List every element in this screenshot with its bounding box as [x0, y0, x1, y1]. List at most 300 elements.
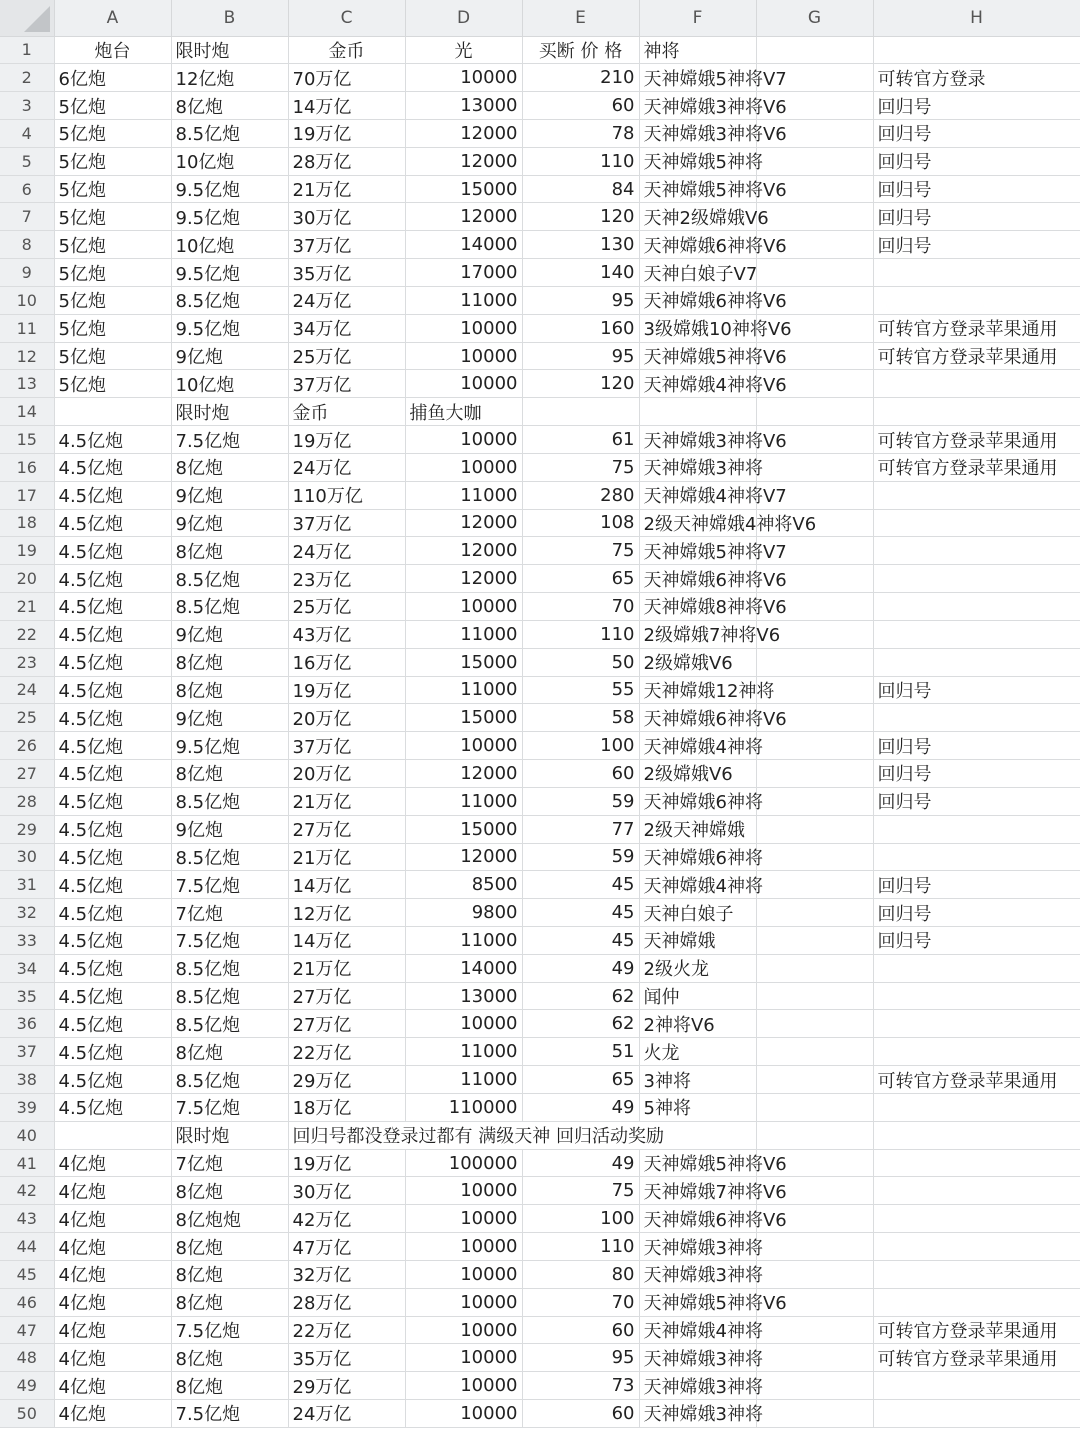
row-header[interactable]: 48	[0, 1344, 54, 1372]
cell[interactable]: 280	[522, 481, 639, 509]
cell[interactable]: 可转官方登录苹果通用	[873, 1066, 1080, 1094]
cell[interactable]: 天神嫦娥3神将	[639, 1233, 756, 1261]
cell[interactable]: 130	[522, 231, 639, 259]
cell[interactable]: 29万亿	[288, 1372, 405, 1400]
cell[interactable]	[756, 1372, 873, 1400]
cell[interactable]: 10000	[405, 593, 522, 621]
row-header[interactable]: 41	[0, 1149, 54, 1177]
cell[interactable]: 10000	[405, 1288, 522, 1316]
cell[interactable]: 4亿炮	[54, 1288, 171, 1316]
row-header[interactable]: 12	[0, 342, 54, 370]
cell[interactable]: 25万亿	[288, 593, 405, 621]
row-header[interactable]: 50	[0, 1400, 54, 1428]
cell[interactable]: 8.5亿炮	[171, 982, 288, 1010]
cell[interactable]	[873, 259, 1080, 287]
cell[interactable]	[873, 982, 1080, 1010]
cell[interactable]: 4亿炮	[54, 1177, 171, 1205]
cell[interactable]	[873, 36, 1080, 64]
cell[interactable]: 8亿炮	[171, 1233, 288, 1261]
row-header[interactable]: 4	[0, 119, 54, 147]
column-header-g[interactable]: G	[756, 0, 873, 36]
cell[interactable]: 110	[522, 147, 639, 175]
cell[interactable]	[873, 1038, 1080, 1066]
cell[interactable]: 65	[522, 565, 639, 593]
cell[interactable]: 5亿炮	[54, 147, 171, 175]
cell[interactable]	[873, 954, 1080, 982]
cell[interactable]	[873, 1372, 1080, 1400]
cell[interactable]: 9亿炮	[171, 481, 288, 509]
cell[interactable]: 天神嫦娥12神将	[639, 676, 756, 704]
cell[interactable]: 回归号	[873, 787, 1080, 815]
cell[interactable]: 天神嫦娥4神将	[639, 871, 756, 899]
cell[interactable]: 8亿炮	[171, 453, 288, 481]
cell[interactable]	[522, 398, 639, 426]
cell[interactable]: 9800	[405, 899, 522, 927]
cell[interactable]: 天神嫦娥6神将	[639, 787, 756, 815]
cell[interactable]: 8.5亿炮	[171, 286, 288, 314]
cell[interactable]: 27万亿	[288, 982, 405, 1010]
cell[interactable]: 4.5亿炮	[54, 843, 171, 871]
cell[interactable]: 天神嫦娥5神将	[639, 147, 756, 175]
cell[interactable]: 4.5亿炮	[54, 537, 171, 565]
cell[interactable]: 限时炮	[171, 1121, 288, 1149]
cell[interactable]: 4亿炮	[54, 1316, 171, 1344]
cell[interactable]: 天神嫦娥3神将V6	[639, 119, 756, 147]
cell[interactable]	[756, 732, 873, 760]
cell[interactable]	[873, 1010, 1080, 1038]
cell[interactable]: 2级嫦娥7神将V6	[639, 620, 756, 648]
row-header[interactable]: 21	[0, 593, 54, 621]
cell[interactable]: 天神嫦娥3神将	[639, 1344, 756, 1372]
cell[interactable]: 45	[522, 927, 639, 955]
cell[interactable]: 4亿炮	[54, 1344, 171, 1372]
row-header[interactable]: 49	[0, 1372, 54, 1400]
cell[interactable]	[873, 537, 1080, 565]
cell[interactable]: 110000	[405, 1093, 522, 1121]
cell[interactable]	[756, 760, 873, 788]
row-header[interactable]: 37	[0, 1038, 54, 1066]
cell[interactable]	[873, 704, 1080, 732]
row-header[interactable]: 15	[0, 426, 54, 454]
cell[interactable]: 59	[522, 787, 639, 815]
cell[interactable]	[756, 954, 873, 982]
cell[interactable]	[756, 648, 873, 676]
cell[interactable]: 4.5亿炮	[54, 509, 171, 537]
cell[interactable]: 9.5亿炮	[171, 175, 288, 203]
cell[interactable]: 21万亿	[288, 175, 405, 203]
cell[interactable]	[756, 259, 873, 287]
cell[interactable]	[756, 1066, 873, 1094]
row-header[interactable]: 44	[0, 1233, 54, 1261]
cell[interactable]: 天神嫦娥3神将V6	[639, 426, 756, 454]
cell[interactable]: 11000	[405, 927, 522, 955]
cell[interactable]	[873, 1121, 1080, 1149]
cell[interactable]: 4.5亿炮	[54, 815, 171, 843]
cell[interactable]: 5亿炮	[54, 203, 171, 231]
column-header-c[interactable]: C	[288, 0, 405, 36]
cell[interactable]: 可转官方登录	[873, 64, 1080, 92]
cell[interactable]	[756, 927, 873, 955]
cell[interactable]: 45	[522, 899, 639, 927]
cell[interactable]: 天神嫦娥5神将V6	[639, 175, 756, 203]
cell[interactable]: 55	[522, 676, 639, 704]
cell[interactable]: 20万亿	[288, 760, 405, 788]
cell[interactable]: 回归号	[873, 231, 1080, 259]
cell[interactable]: 8亿炮	[171, 760, 288, 788]
cell[interactable]: 27万亿	[288, 815, 405, 843]
row-header[interactable]: 24	[0, 676, 54, 704]
cell[interactable]: 可转官方登录苹果通用	[873, 342, 1080, 370]
cell[interactable]: 天神嫦娥6神将V6	[639, 286, 756, 314]
cell[interactable]: 35万亿	[288, 1344, 405, 1372]
cell[interactable]: 4.5亿炮	[54, 1093, 171, 1121]
cell[interactable]: 4.5亿炮	[54, 620, 171, 648]
cell[interactable]: 58	[522, 704, 639, 732]
cell[interactable]: 9亿炮	[171, 342, 288, 370]
cell[interactable]: 100000	[405, 1149, 522, 1177]
cell[interactable]: 75	[522, 453, 639, 481]
cell[interactable]: 47万亿	[288, 1233, 405, 1261]
cell[interactable]: 4亿炮	[54, 1372, 171, 1400]
cell[interactable]: 32万亿	[288, 1260, 405, 1288]
cell[interactable]: 108	[522, 509, 639, 537]
cell[interactable]: 天神嫦娥7神将V6	[639, 1177, 756, 1205]
cell[interactable]: 8亿炮	[171, 1177, 288, 1205]
cell[interactable]: 8.5亿炮	[171, 843, 288, 871]
cell[interactable]: 天神嫦娥6神将V6	[639, 1205, 756, 1233]
cell[interactable]: 9.5亿炮	[171, 203, 288, 231]
cell[interactable]: 10000	[405, 1372, 522, 1400]
cell[interactable]: 7.5亿炮	[171, 1093, 288, 1121]
cell[interactable]: 10000	[405, 1233, 522, 1261]
row-header[interactable]: 33	[0, 927, 54, 955]
cell[interactable]: 12000	[405, 203, 522, 231]
cell[interactable]: 24万亿	[288, 286, 405, 314]
cell[interactable]: 10亿炮	[171, 231, 288, 259]
row-header[interactable]: 35	[0, 982, 54, 1010]
cell[interactable]: 7亿炮	[171, 899, 288, 927]
cell[interactable]: 19万亿	[288, 119, 405, 147]
cell[interactable]: 45	[522, 871, 639, 899]
cell[interactable]: 10000	[405, 314, 522, 342]
cell[interactable]: 8500	[405, 871, 522, 899]
cell[interactable]: 4.5亿炮	[54, 871, 171, 899]
cell[interactable]: 光	[405, 36, 522, 64]
cell[interactable]: 5亿炮	[54, 370, 171, 398]
cell[interactable]: 金币	[288, 398, 405, 426]
row-header[interactable]: 3	[0, 92, 54, 120]
cell[interactable]: 炮台	[54, 36, 171, 64]
cell[interactable]	[873, 370, 1080, 398]
row-header[interactable]: 7	[0, 203, 54, 231]
row-header[interactable]: 31	[0, 871, 54, 899]
cell[interactable]: 110万亿	[288, 481, 405, 509]
row-header[interactable]: 47	[0, 1316, 54, 1344]
cell[interactable]: 100	[522, 1205, 639, 1233]
cell[interactable]: 2级天神嫦娥4神将V6	[639, 509, 756, 537]
cell[interactable]: 天神白娘子V7	[639, 259, 756, 287]
cell[interactable]: 22万亿	[288, 1316, 405, 1344]
row-header[interactable]: 13	[0, 370, 54, 398]
cell[interactable]: 9亿炮	[171, 620, 288, 648]
row-header[interactable]: 46	[0, 1288, 54, 1316]
cell[interactable]: 9.5亿炮	[171, 732, 288, 760]
cell[interactable]: 5亿炮	[54, 119, 171, 147]
cell[interactable]: 21万亿	[288, 787, 405, 815]
cell[interactable]: 回归号	[873, 732, 1080, 760]
cell[interactable]: 11000	[405, 787, 522, 815]
cell[interactable]: 9亿炮	[171, 509, 288, 537]
cell[interactable]: 12亿炮	[171, 64, 288, 92]
cell[interactable]: 12000	[405, 843, 522, 871]
cell[interactable]: 4.5亿炮	[54, 593, 171, 621]
cell[interactable]: 8.5亿炮	[171, 593, 288, 621]
row-header[interactable]: 29	[0, 815, 54, 843]
cell[interactable]: 4.5亿炮	[54, 1038, 171, 1066]
cell[interactable]: 闻仲	[639, 982, 756, 1010]
cell[interactable]: 天神嫦娥5神将V6	[639, 1149, 756, 1177]
cell[interactable]: 12000	[405, 119, 522, 147]
cell[interactable]: 10000	[405, 1316, 522, 1344]
cell[interactable]: 4.5亿炮	[54, 899, 171, 927]
cell[interactable]: 20万亿	[288, 704, 405, 732]
cell[interactable]: 天神嫦娥4神将	[639, 732, 756, 760]
cell[interactable]	[873, 843, 1080, 871]
cell[interactable]: 4.5亿炮	[54, 704, 171, 732]
cell[interactable]: 42万亿	[288, 1205, 405, 1233]
cell[interactable]: 21万亿	[288, 843, 405, 871]
row-header[interactable]: 1	[0, 36, 54, 64]
row-header[interactable]: 27	[0, 760, 54, 788]
cell[interactable]: 5亿炮	[54, 92, 171, 120]
cell[interactable]: 买断 价 格	[522, 36, 639, 64]
cell[interactable]: 30万亿	[288, 203, 405, 231]
cell[interactable]: 4.5亿炮	[54, 565, 171, 593]
row-header[interactable]: 14	[0, 398, 54, 426]
cell[interactable]: 4.5亿炮	[54, 1066, 171, 1094]
cell[interactable]: 10000	[405, 1177, 522, 1205]
cell[interactable]: 62	[522, 1010, 639, 1038]
cell[interactable]: 210	[522, 64, 639, 92]
cell[interactable]: 8.5亿炮	[171, 1066, 288, 1094]
cell[interactable]: 4.5亿炮	[54, 676, 171, 704]
cell[interactable]: 10000	[405, 342, 522, 370]
row-header[interactable]: 5	[0, 147, 54, 175]
cell[interactable]: 14万亿	[288, 927, 405, 955]
row-header[interactable]: 11	[0, 314, 54, 342]
cell[interactable]: 37万亿	[288, 509, 405, 537]
cell[interactable]: 70	[522, 1288, 639, 1316]
cell[interactable]: 13000	[405, 982, 522, 1010]
column-header-d[interactable]: D	[405, 0, 522, 36]
column-header-h[interactable]: H	[873, 0, 1080, 36]
cell[interactable]: 5亿炮	[54, 175, 171, 203]
cell[interactable]: 8亿炮	[171, 92, 288, 120]
cell[interactable]	[873, 1288, 1080, 1316]
cell[interactable]	[873, 565, 1080, 593]
cell[interactable]: 75	[522, 1177, 639, 1205]
cell[interactable]	[756, 147, 873, 175]
cell[interactable]: 10000	[405, 64, 522, 92]
cell[interactable]: 11000	[405, 1038, 522, 1066]
cell[interactable]: 回归号	[873, 760, 1080, 788]
cell[interactable]: 23万亿	[288, 565, 405, 593]
cell[interactable]: 10000	[405, 1010, 522, 1038]
cell[interactable]	[756, 871, 873, 899]
cell[interactable]: 4.5亿炮	[54, 760, 171, 788]
cell[interactable]: 4亿炮	[54, 1205, 171, 1233]
cell[interactable]: 天神嫦娥3神将V6	[639, 92, 756, 120]
cell[interactable]	[756, 1344, 873, 1372]
cell[interactable]: 12000	[405, 565, 522, 593]
cell[interactable]: 12000	[405, 760, 522, 788]
row-header[interactable]: 36	[0, 1010, 54, 1038]
cell[interactable]: 15000	[405, 704, 522, 732]
cell[interactable]	[756, 1260, 873, 1288]
cell[interactable]: 回归号都没登录过都有 满级天神 回归活动奖励	[288, 1121, 756, 1149]
cell[interactable]: 43万亿	[288, 620, 405, 648]
cell[interactable]: 5亿炮	[54, 259, 171, 287]
row-header[interactable]: 22	[0, 620, 54, 648]
cell[interactable]: 回归号	[873, 175, 1080, 203]
cell[interactable]	[873, 1149, 1080, 1177]
cell[interactable]: 天神嫦娥4神将V6	[639, 370, 756, 398]
cell[interactable]	[756, 843, 873, 871]
row-header[interactable]: 43	[0, 1205, 54, 1233]
cell[interactable]: 37万亿	[288, 370, 405, 398]
cell[interactable]: 9亿炮	[171, 704, 288, 732]
cell[interactable]: 3级嫦娥10神将V6	[639, 314, 756, 342]
row-header[interactable]: 45	[0, 1260, 54, 1288]
cell[interactable]: 4.5亿炮	[54, 927, 171, 955]
cell[interactable]: 天神嫦娥	[639, 927, 756, 955]
cell[interactable]: 4.5亿炮	[54, 426, 171, 454]
cell[interactable]: 7.5亿炮	[171, 927, 288, 955]
cell[interactable]: 天神2级嫦娥V6	[639, 203, 756, 231]
cell[interactable]: 天神嫦娥6神将	[639, 843, 756, 871]
cell[interactable]	[756, 815, 873, 843]
cell[interactable]: 12000	[405, 537, 522, 565]
cell[interactable]: 60	[522, 760, 639, 788]
cell[interactable]	[873, 1260, 1080, 1288]
cell[interactable]: 8.5亿炮	[171, 565, 288, 593]
cell[interactable]: 14000	[405, 954, 522, 982]
row-header[interactable]: 30	[0, 843, 54, 871]
cell[interactable]: 4亿炮	[54, 1260, 171, 1288]
cell[interactable]: 19万亿	[288, 1149, 405, 1177]
cell[interactable]: 8亿炮炮	[171, 1205, 288, 1233]
cell[interactable]: 7.5亿炮	[171, 1316, 288, 1344]
row-header[interactable]: 26	[0, 732, 54, 760]
cell[interactable]: 天神嫦娥3神将	[639, 1400, 756, 1428]
cell[interactable]: 天神嫦娥8神将V6	[639, 593, 756, 621]
cell[interactable]: 天神嫦娥6神将V6	[639, 565, 756, 593]
cell[interactable]: 天神嫦娥4神将V7	[639, 481, 756, 509]
cell[interactable]	[873, 1177, 1080, 1205]
cell[interactable]: 15000	[405, 815, 522, 843]
cell[interactable]: 捕鱼大咖	[405, 398, 522, 426]
row-header[interactable]: 23	[0, 648, 54, 676]
cell[interactable]: 15000	[405, 175, 522, 203]
cell[interactable]: 7.5亿炮	[171, 426, 288, 454]
cell[interactable]	[54, 1121, 171, 1149]
cell[interactable]: 8亿炮	[171, 676, 288, 704]
cell[interactable]: 27万亿	[288, 1010, 405, 1038]
cell[interactable]: 2级天神嫦娥	[639, 815, 756, 843]
cell[interactable]: 天神嫦娥3神将	[639, 1372, 756, 1400]
cell[interactable]: 10000	[405, 426, 522, 454]
row-header[interactable]: 32	[0, 899, 54, 927]
cell[interactable]: 可转官方登录苹果通用	[873, 453, 1080, 481]
cell[interactable]: 12000	[405, 147, 522, 175]
cell[interactable]: 75	[522, 537, 639, 565]
cell[interactable]: 回归号	[873, 676, 1080, 704]
cell[interactable]: 限时炮	[171, 36, 288, 64]
cell[interactable]: 8.5亿炮	[171, 119, 288, 147]
cell[interactable]: 回归号	[873, 119, 1080, 147]
cell[interactable]: 37万亿	[288, 231, 405, 259]
row-header[interactable]: 17	[0, 481, 54, 509]
cell[interactable]	[756, 398, 873, 426]
cell[interactable]: 77	[522, 815, 639, 843]
row-header[interactable]: 34	[0, 954, 54, 982]
cell[interactable]: 回归号	[873, 203, 1080, 231]
cell[interactable]: 21万亿	[288, 954, 405, 982]
cell[interactable]: 4.5亿炮	[54, 453, 171, 481]
cell[interactable]	[756, 36, 873, 64]
cell[interactable]: 10000	[405, 453, 522, 481]
cell[interactable]	[873, 1400, 1080, 1428]
cell[interactable]: 120	[522, 370, 639, 398]
cell[interactable]: 29万亿	[288, 1066, 405, 1094]
cell[interactable]: 18万亿	[288, 1093, 405, 1121]
cell[interactable]: 60	[522, 1316, 639, 1344]
cell[interactable]: 61	[522, 426, 639, 454]
row-header[interactable]: 8	[0, 231, 54, 259]
cell[interactable]: 14000	[405, 231, 522, 259]
cell[interactable]: 24万亿	[288, 453, 405, 481]
cell[interactable]: 24万亿	[288, 537, 405, 565]
cell[interactable]: 4.5亿炮	[54, 481, 171, 509]
cell[interactable]: 49	[522, 954, 639, 982]
cell[interactable]: 17000	[405, 259, 522, 287]
cell[interactable]: 8.5亿炮	[171, 1010, 288, 1038]
cell[interactable]: 28万亿	[288, 1288, 405, 1316]
cell[interactable]: 天神嫦娥5神将V7	[639, 537, 756, 565]
column-header-a[interactable]: A	[54, 0, 171, 36]
cell[interactable]	[639, 398, 756, 426]
cell[interactable]	[54, 398, 171, 426]
cell[interactable]: 51	[522, 1038, 639, 1066]
cell[interactable]: 78	[522, 119, 639, 147]
cell[interactable]: 9亿炮	[171, 815, 288, 843]
cell[interactable]	[756, 899, 873, 927]
cell[interactable]	[873, 1093, 1080, 1121]
cell[interactable]: 4.5亿炮	[54, 1010, 171, 1038]
cell[interactable]: 回归号	[873, 92, 1080, 120]
cell[interactable]: 2神将V6	[639, 1010, 756, 1038]
cell[interactable]: 天神嫦娥5神将V6	[639, 342, 756, 370]
cell[interactable]: 火龙	[639, 1038, 756, 1066]
cell[interactable]	[873, 509, 1080, 537]
cell[interactable]: 4亿炮	[54, 1149, 171, 1177]
cell[interactable]: 4亿炮	[54, 1400, 171, 1428]
cell[interactable]: 8亿炮	[171, 1288, 288, 1316]
cell[interactable]: 11000	[405, 676, 522, 704]
cell[interactable]	[756, 203, 873, 231]
cell[interactable]: 60	[522, 1400, 639, 1428]
cell[interactable]: 4.5亿炮	[54, 954, 171, 982]
